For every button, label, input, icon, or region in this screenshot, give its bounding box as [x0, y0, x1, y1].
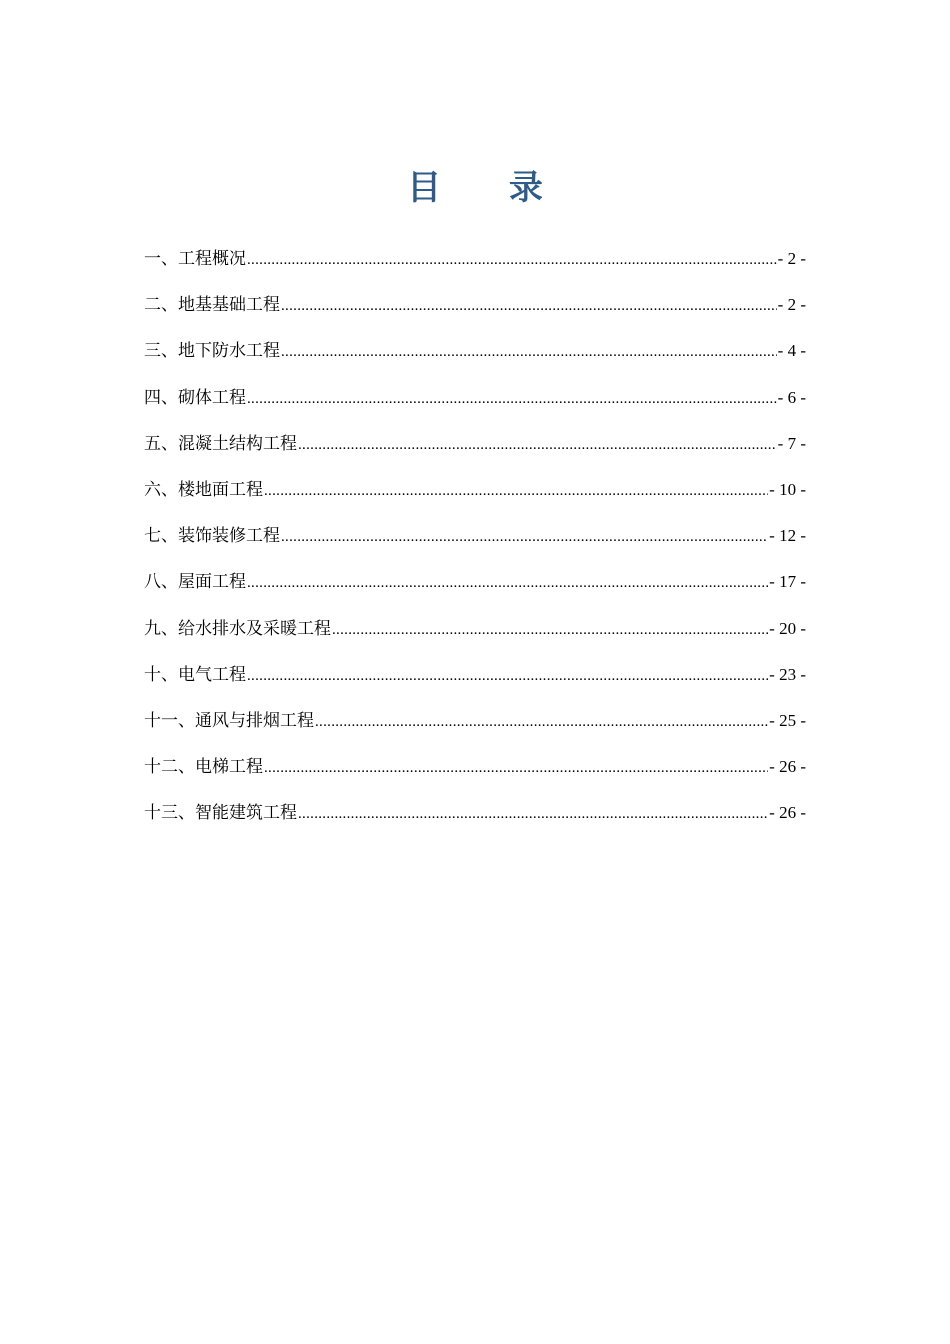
toc-entry-page: - 23 - [769, 664, 806, 684]
toc-entry-6[interactable] [144, 467, 806, 513]
toc-entry-label: 一、工程概况 [144, 249, 246, 269]
toc-dot-leader [332, 607, 768, 653]
toc-dot-leader [247, 653, 768, 699]
toc-dot-leader [281, 514, 768, 560]
toc-entry-label: 九、给水排水及采暖工程 [144, 618, 331, 639]
toc-entry-page: - 7 - [777, 433, 806, 453]
toc-entry-page: - 26 - [769, 757, 806, 777]
toc-entry-page: - 6 - [777, 387, 806, 407]
toc-entry-label: 八、屋面工程 [144, 572, 246, 593]
toc-entry-4[interactable] [144, 375, 806, 421]
toc-entry-page: - 26 - [769, 803, 806, 823]
toc-entry-label: 五、混凝土结构工程 [144, 433, 297, 454]
toc-entry-page: - 12 - [769, 526, 806, 546]
toc-entry-page: - 4 - [777, 341, 806, 361]
toc-entry-label: 十三、智能建筑工程 [144, 803, 297, 824]
toc-dot-leader [247, 560, 768, 606]
toc-dot-leader [281, 283, 777, 329]
toc-entry-label: 十二、电梯工程 [144, 757, 263, 778]
toc-entry-label: 十一、通风与排烟工程 [144, 710, 314, 731]
toc-dot-leader [247, 376, 777, 422]
toc-entry-page: - 10 - [769, 479, 806, 499]
toc-dot-leader [298, 422, 777, 468]
toc-entry-3[interactable] [144, 328, 806, 374]
toc-dot-leader [247, 237, 777, 283]
toc-entry-1[interactable] [144, 236, 806, 282]
toc-entry-label: 三、地下防水工程 [144, 341, 280, 362]
toc-entry-8[interactable] [144, 559, 806, 605]
toc-list [144, 236, 806, 836]
toc-dot-leader [281, 329, 777, 375]
toc-entry-label: 六、楼地面工程 [144, 479, 263, 500]
toc-dot-leader [264, 745, 768, 791]
toc-entry-9[interactable] [144, 606, 806, 652]
toc-entry-label: 四、砌体工程 [144, 387, 246, 408]
toc-entry-11[interactable] [144, 698, 806, 744]
toc-entry-10[interactable] [144, 652, 806, 698]
toc-entry-13[interactable] [144, 790, 806, 836]
toc-entry-5[interactable] [144, 421, 806, 467]
toc-entry-page: - 17 - [769, 572, 806, 592]
toc-title: 目 录 [407, 168, 571, 208]
toc-dot-leader [298, 791, 768, 837]
toc-entry-12[interactable] [144, 744, 806, 790]
toc-entry-label: 七、装饰装修工程 [144, 526, 280, 547]
toc-entry-page: - 25 - [769, 710, 806, 730]
toc-entry-page: - 2 - [777, 249, 806, 268]
toc-entry-label: 二、地基基础工程 [144, 295, 280, 316]
toc-entry-2[interactable] [144, 282, 806, 328]
toc-entry-label: 十、电气工程 [144, 664, 246, 685]
toc-entry-page: - 20 - [769, 618, 806, 638]
toc-dot-leader [315, 699, 768, 745]
toc-entry-page: - 2 - [777, 295, 806, 315]
toc-dot-leader [264, 468, 768, 514]
toc-entry-7[interactable] [144, 513, 806, 559]
